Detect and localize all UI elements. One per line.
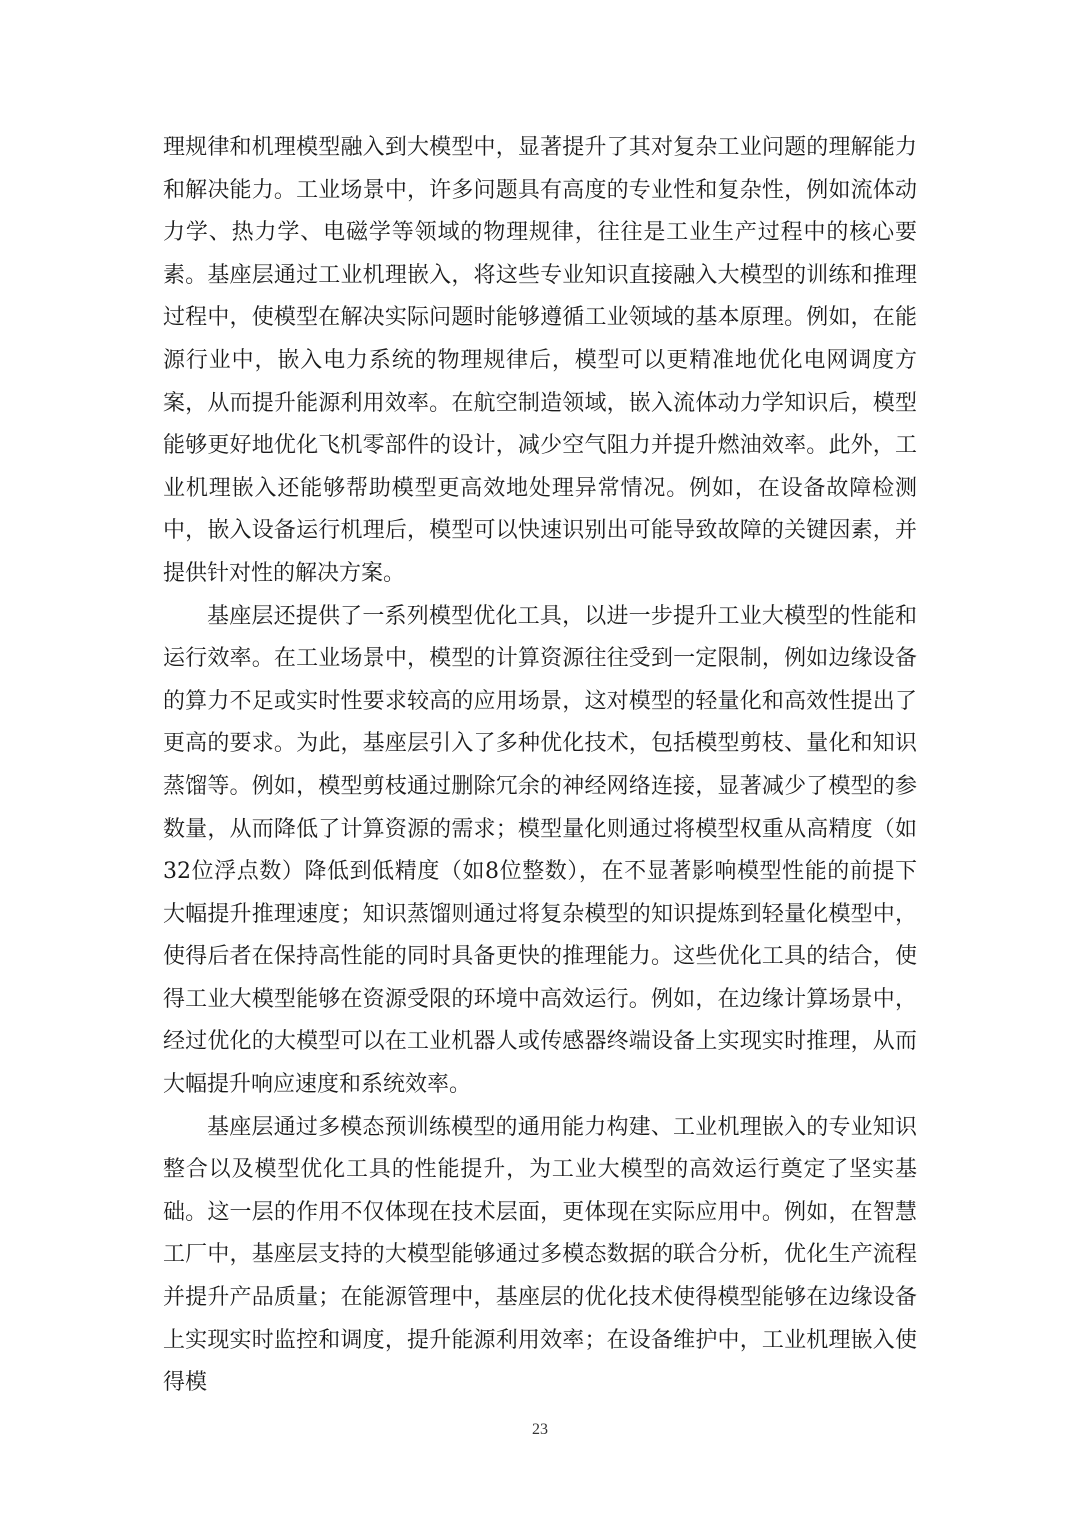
paragraph-2: 基座层还提供了一系列模型优化工具，以进一步提升工业大模型的性能和运行效率。在工业场景中，模型的计算资源往往受到一定限制，例如边缘设备的算力不足或实时性要求较高的应用场景，这对模型的轻量化和高效性提出了更高的要求。为此，基座层引入了多种优化技术，包括模型剪枝、量化和知识蒸馏等。例如，模型剪枝通过删除冗余的神经网络连接，显著减少了模型的参数量，从而降低了计算资源的需求；模型量化则通过将模型权重从高精度（如32位浮点数）降低到低精度（如8位整数），在不显著影响模型性能的前提下大幅提升推理速度；知识蒸馏则通过将复杂模型的知识提炼到轻量化模型中，使得后者在保持高性能的同时具备更快的推理能力。这些优化工具的结合，使得工业大模型能够在资源受限的环境中高效运行。例如，在边缘计算场景中，经过优化的大模型可以在工业机器人或传感器终端设备上实现实时推理，从而大幅提升响应速度和系统效率。 — [163, 603, 917, 1098]
paragraph-1: 理规律和机理模型融入到大模型中，显著提升了其对复杂工业问题的理解能力和解决能力。工业场景中，许多问题具有高度的专业性和复杂性，例如流体动力学、热力学、电磁学等领域的物理规律，往往是工业生产过程中的核心要素。基座层通过工业机理嵌入，将这些专业知识直接融入大模型的训练和推理过程中，使模型在解决实际问题时能够遵循工业领域的基本原理。例如，在能源行业中，嵌入电力系统的物理规律后，模型可以更精准地优化电网调度方案，从而提升能源利用效率。在航空制造领域，嵌入流体动力学知识后，模型能够更好地优化飞机零部件的设计，减少空气阻力并提升燃油效率。此外，工业机理嵌入还能够帮助模型更高效地处理异常情况。例如，在设备故障检测中，嵌入设备运行机理后，模型可以快速识别出可能导致故障的关键因素，并提供针对性的解决方案。 — [163, 135, 917, 586]
page-number: 23 — [532, 1421, 548, 1438]
body-text — [163, 127, 917, 1405]
paragraph-3: 基座层通过多模态预训练模型的通用能力构建、工业机理嵌入的专业知识整合以及模型优化工具的性能提升，为工业大模型的高效运行奠定了坚实基础。这一层的作用不仅体现在技术层面，更体现在实际应用中。例如，在智慧工厂中，基座层支持的大模型能够通过多模态数据的联合分析，优化生产流程并提升产品质量；在能源管理中，基座层的优化技术使得模型能够在边缘设备上实现实时监控和调度，提升能源利用效率；在设备维护中，工业机理嵌入使得模 — [163, 1114, 917, 1396]
